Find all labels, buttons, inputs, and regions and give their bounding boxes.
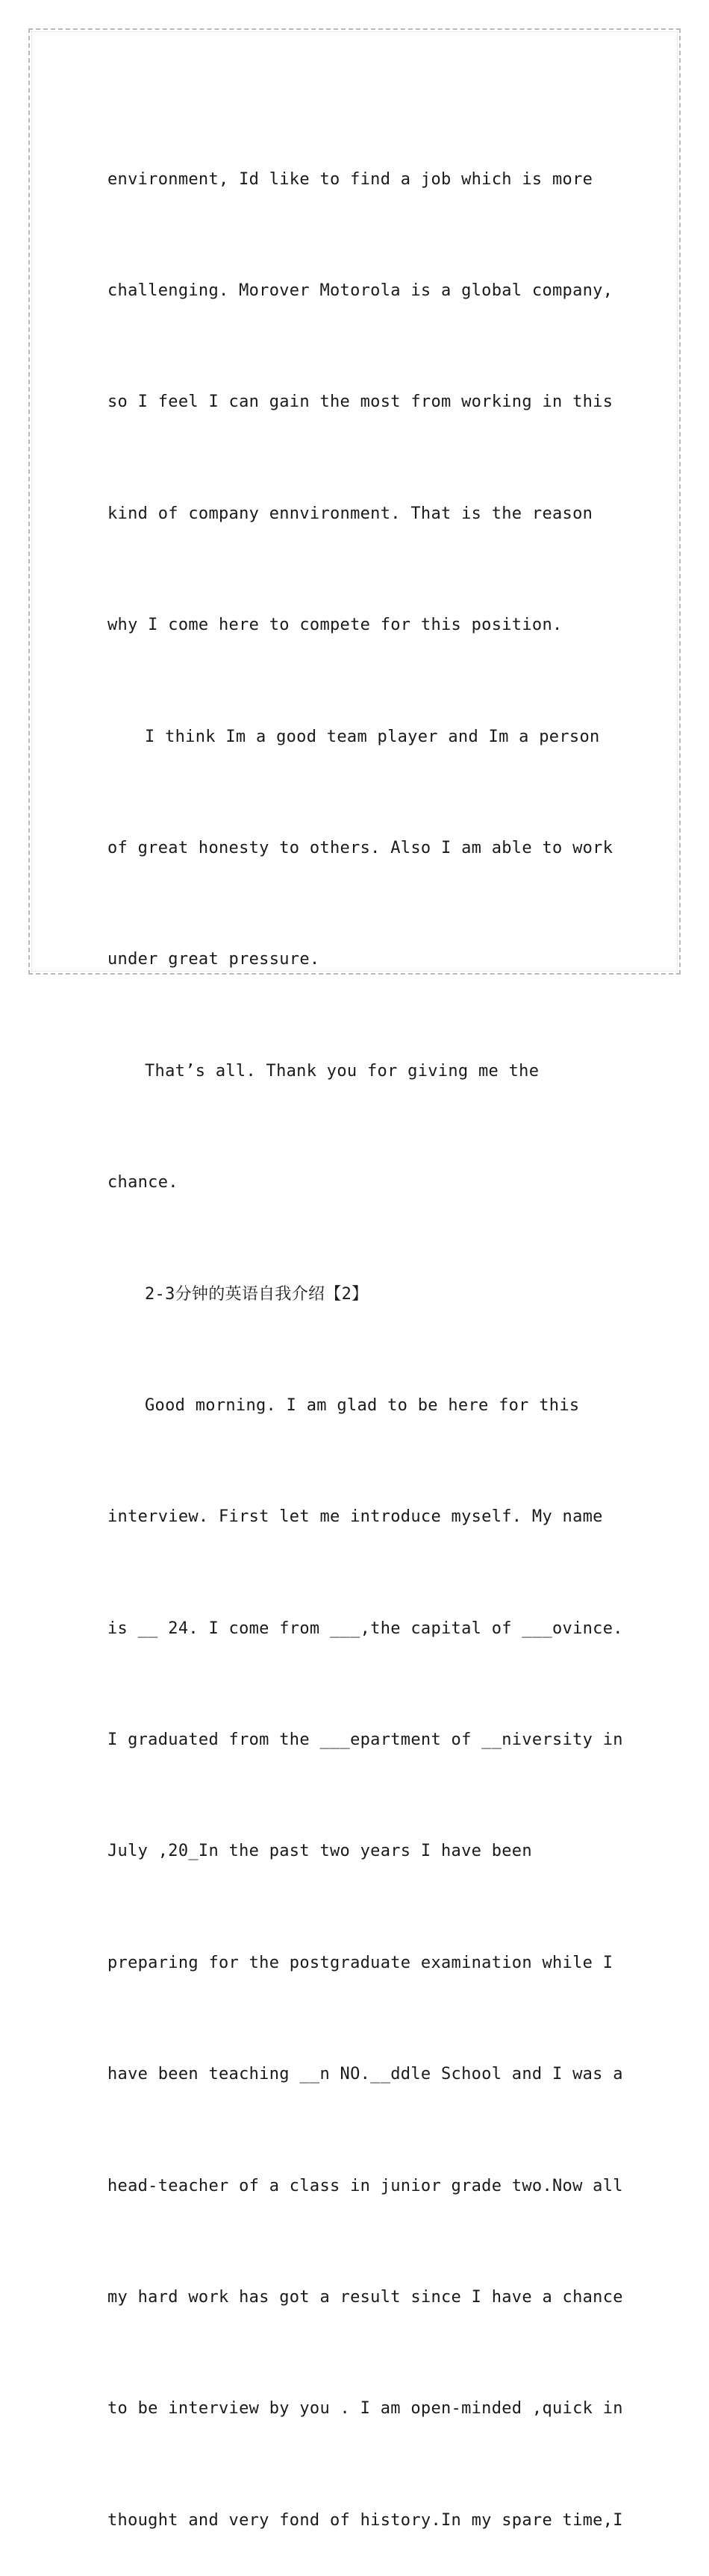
text-line: head-teacher of a class in junior grade two.Now all	[107, 2176, 623, 2195]
text-line: interview. First let me introduce myself. My name	[107, 1507, 603, 1527]
text-line: so I feel I can gain the most from working in this	[107, 393, 613, 412]
text-line: environment, Id like to find a job which is more	[107, 169, 593, 189]
text-line: July ,20_In the past two years I have been	[107, 1842, 532, 1861]
text-line: my hard work has got a result since I have a chance	[107, 2288, 623, 2307]
document-body	[107, 87, 623, 2576]
text-line: of great honesty to others. Also I am able to work	[107, 838, 613, 857]
text-line: to be interview by you . I am open-minded ,quick in	[107, 2399, 623, 2419]
text-line: preparing for the postgraduate examination while I	[107, 1953, 613, 1972]
text-line: I graduated from the ___epartment of __niversity in	[107, 1731, 623, 1750]
text-line: have been teaching __n NO.__ddle School and I was a	[107, 2065, 623, 2084]
text-line: chance.	[107, 1173, 178, 1192]
text-line: why I come here to compete for this position.	[107, 616, 563, 635]
text-line: thought and very fond of history.In my spare time,I	[107, 2510, 623, 2530]
paragraph-start-line: Good morning. I am glad to be here for this	[145, 1395, 580, 1415]
section-heading: 2-3分钟的英语自我介绍【2】	[145, 1284, 369, 1304]
paragraph-start-line: That’s all. Thank you for giving me the	[145, 1061, 540, 1081]
text-line: under great pressure.	[107, 950, 320, 969]
text-line: is __ 24. I come from ___,the capital of ___ovince.	[107, 1619, 623, 1638]
text-line: challenging. Morover Motorola is a global company,	[107, 281, 613, 300]
text-line: kind of company ennvironment. That is the reason	[107, 504, 593, 523]
paragraph-start-line: I think Im a good team player and Im a person	[145, 727, 600, 746]
